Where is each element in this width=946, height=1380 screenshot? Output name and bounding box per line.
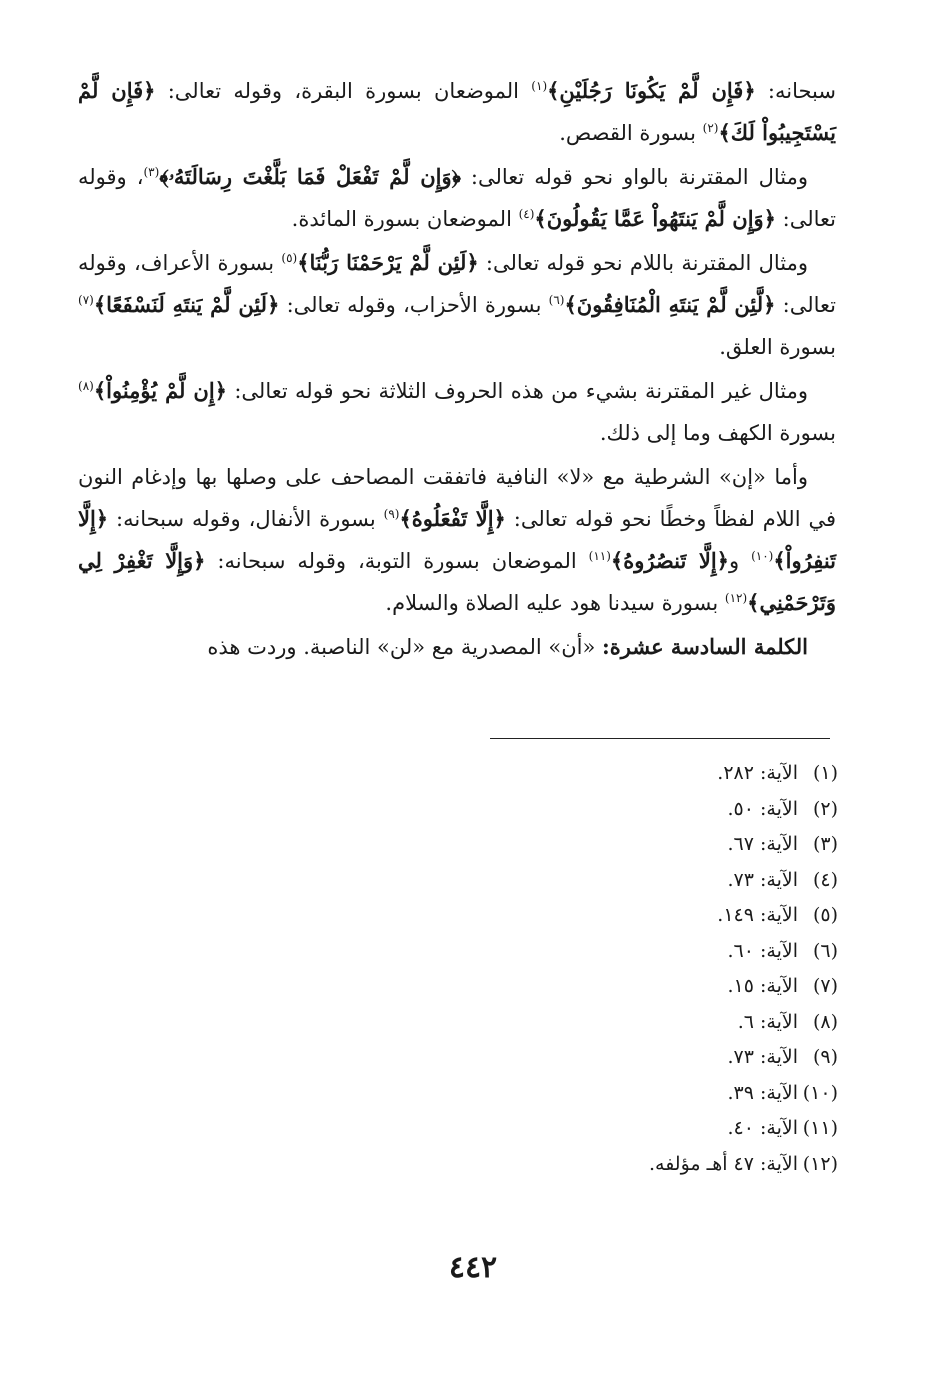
footnote-ref: (٦) (548, 293, 565, 307)
footnote-item (649, 1076, 838, 1112)
footnote-text: الآية: ١٤٩. (717, 904, 798, 926)
footnote-ref: (٩) (383, 507, 400, 521)
footnote-number: (٩) (812, 1046, 838, 1068)
text-run: الموضعان بسورة التوبة، وقوله سبحانه: (205, 549, 589, 573)
footnote-number: (١١) (802, 1117, 838, 1139)
quran-quote: ﴿فَإِن لَّمْ يَسْتَجِيبُواْ لَكَ﴾ (78, 78, 836, 145)
footnote-text: الآية: ٧٣. (727, 1046, 798, 1068)
footnote-number: (٢) (812, 797, 838, 820)
footnote-ref: (٢) (702, 121, 719, 135)
footnote-text: الآية: ٦. (737, 1010, 798, 1033)
footnote-text: الآية: ٤٠. (727, 1117, 798, 1139)
footnote-ref: (٤) (518, 207, 535, 221)
quran-quote: ﴿لَّئِن لَّمْ يَنتَهِ الْمُنَافِقُونَ﴾ (564, 292, 776, 317)
footnote-ref: (١) (531, 79, 548, 93)
text-run: «أن» المصدرية مع «لن» الناصبة. وردت هذه (207, 635, 603, 659)
text-run: بسورة العلق. (719, 335, 836, 359)
footnote-item (649, 863, 838, 899)
text-run: ومثال المقترنة باللام نحو قوله تعالى: (478, 251, 809, 275)
quran-quote: ﴿لَئِن لَّمْ يَرْحَمْنَا رَبُّنَا﴾ (297, 250, 479, 275)
footnote-text: الآية: ٤٧ أهـ مؤلفه. (648, 1152, 798, 1175)
quran-quote: ﴿إِن لَّمْ يُؤْمِنُواْ﴾ (93, 378, 227, 403)
footnote-ref: (٧) (78, 293, 94, 307)
footnote-item (649, 934, 838, 970)
paragraph (78, 370, 836, 454)
footnote-text: الآية: ١٥. (727, 975, 798, 997)
quran-quote: ﴿إِلَّا تَنفِرُواْ﴾ (78, 506, 836, 573)
footnote-item (649, 1147, 838, 1183)
quran-quote: ﴿وَإِن لَّمْ يَنتَهُواْ عَمَّا يَقُولُونَ﴾ (534, 206, 776, 231)
footnote-ref: (٣) (143, 165, 160, 179)
footnote-item (649, 898, 838, 934)
footnote-number: (٣) (812, 833, 838, 855)
paragraph (78, 156, 836, 240)
text-run: بسورة سيدنا هود عليه الصلاة والسلام. (385, 591, 725, 615)
footnote-number: (١٢) (802, 1152, 838, 1175)
footnote-number: (٤) (812, 868, 838, 891)
footnote-item (649, 1040, 838, 1076)
footnote-ref: (١٢) (724, 591, 748, 605)
footnote-text: الآية: ٣٩. (727, 1081, 798, 1104)
section-heading: الكلمة السادسة عشرة: (602, 634, 808, 659)
text-run: الموضعان بسورة المائدة. (291, 207, 519, 231)
paragraph (78, 70, 836, 154)
footnote-text: الآية: ٧٣. (727, 868, 798, 891)
footnote-number: (٧) (812, 975, 838, 997)
footnote-text: الآية: ٢٨٢. (717, 762, 798, 784)
paragraph (78, 242, 836, 368)
quran-quote: ﴿لَئِن لَّمْ يَنتَهِ لَنَسْفَعًا﴾ (93, 292, 280, 317)
quran-quote: ﴿فَإِن لَّمْ يَكُونَا رَجُلَيْنِ﴾ (547, 78, 756, 103)
text-run: سبحانه: (755, 79, 836, 103)
quran-quote: ﴿وَإِن لَّمْ تَفْعَلْ فَمَا بَلَّغْتَ رِسَالَتَهُۥ﴾ (159, 164, 461, 189)
footnote-item (649, 827, 838, 863)
footnote-item (649, 1005, 838, 1041)
text-run: الموضعان بسورة البقرة، وقوله تعالى: (155, 79, 532, 103)
footnote-text: الآية: ٦٧. (727, 833, 798, 855)
text-run: وأما «إن» الشرطية مع «لا» النافية فاتفقت المصاحف على وصلها بها وإدغام النون في اللام لفظاً وخطًا نحو قوله تعالى: (78, 465, 836, 531)
text-run: ومثال المقترنة بالواو نحو قوله تعالى: (460, 165, 808, 189)
footnote-number: (٨) (812, 1010, 838, 1033)
quran-quote: ﴿إِلَّا تَنصُرُوهُ﴾ (610, 548, 729, 573)
paragraph (78, 456, 836, 624)
footnote-number: (١) (812, 762, 838, 784)
footnote-item (649, 756, 838, 792)
quran-quote: ﴿إِلَّا تَفْعَلُوهُ﴾ (399, 506, 506, 531)
footnote-ref: (١١) (588, 549, 611, 563)
text-run: بسورة الكهف وما إلى ذلك. (599, 421, 836, 445)
footnote-item (649, 1111, 838, 1147)
footnote-ref: (٨) (78, 379, 94, 393)
footnote-item (649, 969, 838, 1005)
text-run: ومثال غير المقترنة بشيء من هذه الحروف الثلاثة نحو قوله تعالى: (227, 379, 809, 403)
footnote-text: الآية: ٦٠. (727, 939, 798, 962)
text-run: بسورة القصص. (559, 121, 703, 145)
footnote-ref: (١٠) (751, 549, 774, 563)
quran-quote: ﴿وَإِلَّا تَغْفِرْ لِي وَتَرْحَمْنِي﴾ (78, 548, 836, 615)
footnote-number: (٥) (812, 904, 838, 926)
page-number: ٤٤٢ (448, 1250, 498, 1285)
footnote-ref: (٥) (281, 251, 298, 265)
footnotes-list (649, 756, 838, 1182)
text-run: بسورة الأحزاب، وقوله تعالى: (279, 293, 549, 317)
text-run: ، وقوله تعالى: (78, 165, 836, 231)
text-run: بسورة الأعراف، وقوله تعالى: (78, 251, 836, 317)
text-run: بسورة الأنفال، وقوله سبحانه: (108, 507, 384, 531)
main-text (78, 70, 836, 670)
paragraph (78, 626, 836, 668)
footnote-text: الآية: ٥٠. (727, 797, 798, 820)
footnote-number: (١٠) (802, 1081, 838, 1104)
footnote-number: (٦) (812, 939, 838, 962)
text-run: و (729, 549, 752, 573)
footnote-item (649, 792, 838, 828)
footnote-separator (490, 738, 830, 739)
